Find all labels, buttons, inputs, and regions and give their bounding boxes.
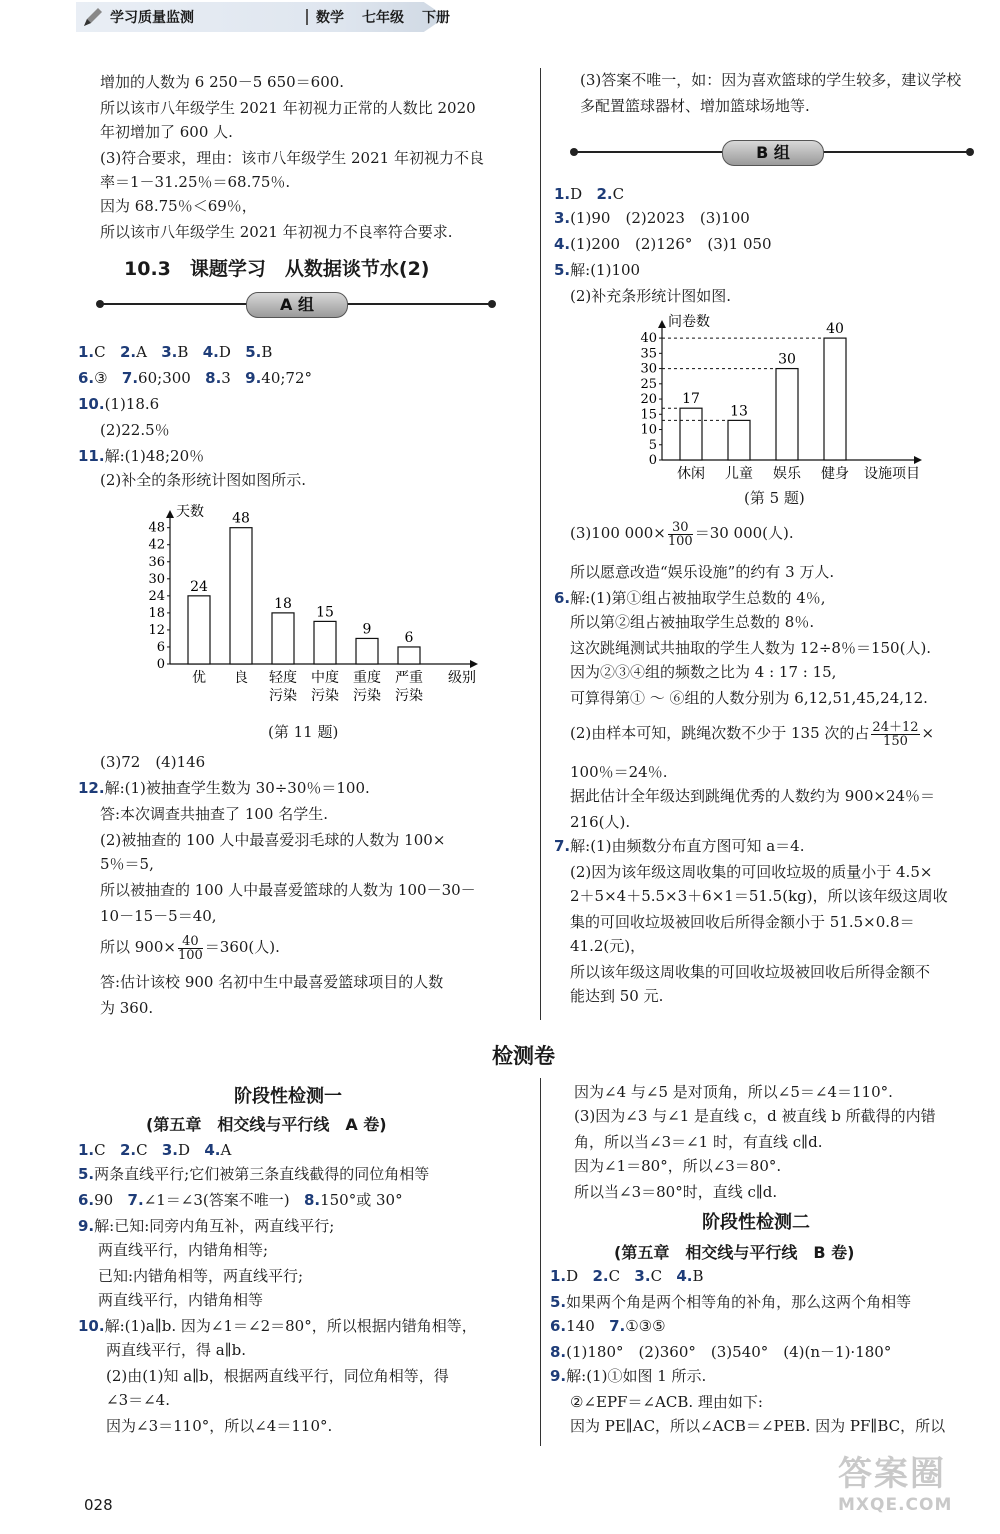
text-line: (2)因为该年级这周收集的可回收垃圾的质量小于 4.5×: [570, 863, 933, 881]
numerator: 24＋12: [872, 719, 919, 735]
q-ans: 60;300: [138, 369, 191, 387]
q-ans: A: [136, 343, 147, 361]
q-num: 1.: [78, 343, 95, 361]
q-ans: 140: [566, 1317, 595, 1335]
bar-value-label: 24: [190, 578, 208, 595]
bar: [728, 420, 750, 460]
q-ans: 解:已知:同旁内角互补，两直线平行;: [94, 1217, 335, 1235]
q-ans: C: [650, 1267, 663, 1285]
bar: [314, 621, 336, 664]
text-line: 因为 PE∥AC，所以∠ACB＝∠PEB. 因为 PF∥BC，所以: [570, 1417, 946, 1435]
chart-caption: (第 5 题): [744, 489, 805, 507]
q-ans: (1)18.6: [104, 395, 160, 413]
bar-value-label: 17: [682, 391, 700, 408]
y-tick-label: 30: [640, 361, 657, 377]
text-line: 角，所以当∠3＝∠1 时，有直线 c∥d.: [574, 1133, 823, 1151]
watermark-bottom: MXQE.COM: [838, 1495, 953, 1515]
x-axis-arrow: [914, 456, 922, 464]
header-subject: 数学: [316, 10, 344, 26]
q-num: 1.: [554, 185, 571, 203]
q-num: 8.: [550, 1343, 567, 1361]
bar: [272, 613, 294, 664]
group-a-label: A 组: [246, 292, 348, 318]
exam-title: 检测卷: [492, 1044, 555, 1068]
text-line: (2)由(1)知 a∥b，根据两直线平行，同位角相等，得: [106, 1367, 449, 1385]
q-num: 2.: [592, 1267, 609, 1285]
y-tick-label: 12: [148, 622, 165, 638]
q-num: 7.: [121, 369, 139, 387]
q-ans: 40;72°: [261, 369, 313, 387]
category-label-line2: 污染: [311, 688, 339, 704]
text-line: 这次跳绳测试共抽取的学生人数为 12÷8％＝150(人).: [570, 639, 932, 657]
text-line: 因为∠1＝80°，所以∠3＝80°.: [574, 1157, 782, 1175]
text-line: 2＋5×4＋5.5×3＋6×1＝51.5(kg)，所以该年级这周收: [570, 887, 948, 905]
column-divider: [540, 68, 541, 1020]
header-volume: 下册: [422, 10, 450, 26]
text-line: (3)因为∠3 与∠1 是直线 c，d 被直线 b 所截得的内错: [574, 1107, 936, 1125]
y-tick-label: 35: [640, 346, 657, 362]
group-b-bar: [570, 140, 974, 164]
header-series: 学习质量监测: [110, 10, 194, 26]
answer-line: [78, 342, 272, 362]
text-line: 因为∠4 与∠5 是对顶角，所以∠5＝∠4＝110°.: [574, 1083, 893, 1101]
q-num: 7.: [554, 837, 571, 855]
answer-line: [550, 1342, 891, 1362]
bar-value-label: 6: [404, 629, 414, 646]
q-ans: 3: [221, 369, 231, 387]
q-ans: B: [692, 1267, 704, 1285]
y-tick-label: 25: [640, 376, 657, 392]
q-ans: 两条直线平行;它们被第三条直线截得的同位角相等: [94, 1165, 430, 1183]
text-line: 因为 68.75％＜69％，: [100, 197, 257, 215]
answer-line: [78, 1190, 403, 1210]
q-ans: D: [570, 185, 583, 203]
bar-dot: [488, 300, 496, 308]
text-line: 两直线平行，得 a∥b.: [106, 1341, 247, 1359]
y-axis-label: 问卷数: [668, 314, 710, 330]
text-line: 所以第②组占被抽取学生总数的 8％.: [570, 613, 815, 631]
page-number: 028: [84, 1496, 113, 1514]
chart-caption: (第 11 题): [268, 723, 339, 741]
q-ans: ∠1＝∠3(答案不唯一): [143, 1191, 290, 1209]
category-label-line2: 污染: [395, 688, 423, 704]
bar-value-label: 30: [778, 351, 796, 368]
q-num: 10.: [78, 1317, 105, 1335]
bar: [188, 596, 210, 664]
q-num: 5.: [245, 343, 262, 361]
text-line: 率＝1－31.25％＝68.75％.: [100, 173, 291, 191]
category-label: 儿童: [725, 466, 753, 482]
q-ans: 解:(1)①如图 1 所示.: [566, 1367, 707, 1385]
y-axis-arrow: [658, 320, 666, 328]
bar: [824, 338, 846, 460]
q-ans: 如果两个角是两个相等角的补角，那么这两个角相等: [566, 1293, 912, 1311]
answer-line: [78, 1216, 334, 1236]
category-label: 严重: [395, 670, 423, 686]
text-span: ×: [921, 724, 935, 742]
q-num: 6.: [78, 369, 95, 387]
q-ans: C: [136, 1141, 148, 1159]
bar: [398, 647, 420, 664]
q-num: 3.: [161, 1141, 179, 1159]
category-label: 娱乐: [773, 466, 801, 482]
fraction-line: [100, 932, 280, 962]
text-line: 所以该市八年级学生 2021 年初视力不良率符合要求.: [100, 223, 453, 241]
text-span: ＝30 000(人).: [694, 524, 794, 542]
answer-line: [554, 588, 826, 608]
answer-line: [554, 184, 624, 204]
y-tick-label: 20: [640, 392, 657, 408]
text-line: 多配置篮球器材、增加篮球场地等.: [580, 97, 810, 115]
y-tick-label: 18: [148, 605, 165, 621]
q-ans: 解:(1)由频数分布直方图可知 a＝4.: [570, 837, 805, 855]
bar-value-label: 15: [316, 604, 334, 621]
bar-value-label: 13: [730, 403, 748, 420]
test1-subtitle: (第五章 相交线与平行线 A 卷): [146, 1115, 387, 1134]
y-tick-label: 30: [148, 571, 165, 587]
x-axis-label: 级别: [448, 670, 476, 686]
q-num: 1.: [78, 1141, 95, 1159]
category-label: 轻度: [269, 670, 297, 686]
q-num: 5.: [78, 1165, 95, 1183]
bar-dot: [966, 148, 974, 156]
text-line: 答:本次调查共抽查了 100 名学生.: [100, 805, 328, 823]
category-label-line2: 污染: [269, 688, 297, 704]
category-label-line2: 污染: [353, 688, 381, 704]
q-ans: (1)180° (2)360° (3)540° (4)(n－1)·180°: [566, 1343, 892, 1361]
fraction: [871, 721, 919, 748]
text-line: 所以该市八年级学生 2021 年初视力正常的人数比 2020: [100, 99, 476, 117]
answer-line: [78, 1140, 231, 1160]
bar-chart-q11: [140, 500, 480, 710]
column-divider-lower: [540, 1078, 541, 1446]
category-label: 健身: [821, 466, 849, 482]
y-tick-label: 24: [148, 588, 165, 604]
q-ans: 解:(1)被抽查学生数为 30÷30％＝100.: [104, 779, 370, 797]
bar: [680, 408, 702, 460]
page-header: [76, 2, 464, 32]
q-num: 5.: [550, 1293, 567, 1311]
text-line: 所以当∠3＝80°时，直线 c∥d.: [574, 1183, 778, 1201]
denominator: 150: [883, 733, 908, 749]
q-num: 4.: [554, 235, 571, 253]
q-ans: ①③⑤: [625, 1317, 666, 1335]
bar: [356, 638, 378, 664]
q-num: 8.: [303, 1191, 321, 1209]
answer-line: [78, 368, 312, 388]
q-ans: D: [218, 343, 231, 361]
q-ans: D: [566, 1267, 579, 1285]
y-tick-label: 36: [148, 554, 165, 570]
text-line: 100％＝24％.: [570, 763, 668, 781]
answer-line: [78, 1316, 477, 1336]
answer-line: [554, 260, 640, 280]
bar-value-label: 9: [362, 621, 372, 638]
q-ans: A: [220, 1141, 232, 1159]
bar: [230, 528, 252, 664]
q-num: 2.: [119, 1141, 137, 1159]
text-line: 所以该年级这周收集的可回收垃圾被回收后所得金额不: [570, 963, 931, 981]
q-ans: C: [608, 1267, 621, 1285]
header-separator: [306, 9, 308, 25]
text-line: (2)22.5％: [100, 421, 170, 439]
bar-value-label: 18: [274, 595, 292, 612]
bar-chart-q5: [630, 306, 930, 488]
group-b-label: B 组: [722, 140, 824, 166]
test1-title: 阶段性检测一: [234, 1086, 342, 1107]
q-num: 9.: [78, 1217, 95, 1235]
section-title: 10.3 课题学习 从数据谈节水(2): [124, 258, 430, 280]
text-line: 所以愿意改造“娱乐设施”的约有 3 万人.: [570, 563, 835, 581]
text-line: 10－15－5＝40,: [100, 907, 217, 925]
bar-value-label: 48: [232, 510, 250, 527]
answer-line: [550, 1316, 666, 1336]
q-num: 4.: [202, 343, 219, 361]
fraction: [668, 521, 693, 548]
answer-line: [78, 778, 370, 798]
text-line: (2)补充条形统计图如图.: [570, 287, 732, 305]
text-line: 年初增加了 600 人.: [100, 123, 233, 141]
q-num: 8.: [205, 369, 222, 387]
q-ans: 150°或 30°: [320, 1191, 403, 1209]
text-line: (3)答案不唯一，如：因为喜欢篮球的学生较多，建议学校: [580, 71, 962, 89]
fraction-line: [570, 518, 794, 548]
text-span: (2)由样本可知，跳绳次数不少于 135 次的占: [570, 724, 870, 742]
q-num: 10.: [78, 395, 105, 413]
q-ans: (1)200 (2)126° (3)1 050: [570, 235, 772, 253]
category-label: 中度: [311, 670, 339, 686]
q-ans: ③: [94, 369, 108, 387]
numerator: 40: [178, 935, 203, 949]
text-span: ＝360(人).: [204, 938, 280, 956]
y-tick-label: 6: [156, 639, 165, 655]
text-line: ②∠EPF＝∠ACB. 理由如下:: [570, 1393, 763, 1411]
test2-subtitle: (第五章 相交线与平行线 B 卷): [614, 1243, 855, 1262]
q-ans: B: [177, 343, 189, 361]
q-ans: C: [94, 1141, 106, 1159]
header-grade: 七年级: [362, 10, 404, 26]
q-num: 9.: [245, 369, 262, 387]
bar: [776, 369, 798, 460]
watermark-top: 答案圈: [838, 1454, 946, 1494]
fraction-line: [570, 718, 934, 748]
q-num: 12.: [78, 779, 105, 797]
q-num: 4.: [676, 1267, 693, 1285]
q-num: 6.: [550, 1317, 567, 1335]
text-line: 因为∠3＝110°，所以∠4＝110°.: [106, 1417, 333, 1435]
answer-line: [554, 234, 772, 254]
q-num: 3.: [554, 209, 571, 227]
text-line: 集的可回收垃圾被回收后所得金额小于 51.5×0.8＝: [570, 913, 915, 931]
q-ans: 解:(1)第①组占被抽取学生总数的 4％,: [570, 589, 826, 607]
y-tick-label: 42: [148, 537, 165, 553]
text-line: 216(人).: [570, 813, 631, 831]
category-label: 良: [234, 670, 248, 686]
category-label: 休闲: [677, 466, 705, 482]
q-num: 1.: [550, 1267, 567, 1285]
q-num: 2.: [596, 185, 613, 203]
q-num: 9.: [550, 1367, 567, 1385]
text-line: 两直线平行，内错角相等;: [98, 1241, 269, 1259]
q-num: 2.: [119, 343, 137, 361]
q-num: 11.: [78, 447, 105, 465]
q-ans: 解:(1)100: [570, 261, 641, 279]
answer-line: [78, 1164, 429, 1184]
y-tick-label: 5: [648, 437, 657, 453]
answer-line: [550, 1366, 706, 1386]
x-axis-arrow: [470, 660, 478, 668]
q-ans: 90: [94, 1191, 114, 1209]
q-ans: C: [612, 185, 625, 203]
text-line: ∠3＝∠4.: [106, 1391, 170, 1409]
y-tick-label: 0: [648, 453, 657, 468]
text-line: 因为②③④组的频数之比为 4 : 17 : 15,: [570, 663, 837, 681]
answer-line: [554, 836, 804, 856]
text-line: 可算得第① ～ ⑥组的人数分别为 6,12,51,45,24,12.: [570, 689, 928, 707]
text-line: 已知:内错角相等，两直线平行;: [98, 1267, 304, 1285]
text-line: 两直线平行，内错角相等: [98, 1291, 264, 1309]
q-num: 7.: [609, 1317, 626, 1335]
y-tick-label: 0: [156, 657, 165, 672]
answer-line: [78, 446, 204, 466]
group-a-bar: [96, 292, 496, 316]
text-line: 所以被抽查的 100 人中最喜爱篮球的人数为 100－30－: [100, 881, 476, 899]
fraction: [178, 935, 203, 962]
text-line: (3)72 (4)146: [100, 753, 206, 771]
denominator: 100: [177, 947, 203, 963]
denominator: 100: [667, 533, 693, 549]
q-ans: 解:(1)a∥b. 因为∠1＝∠2＝80°，所以根据内错角相等，: [104, 1317, 477, 1335]
text-line: 答:估计该校 900 名初中生中最喜爱篮球项目的人数: [100, 973, 444, 991]
y-axis-arrow: [166, 510, 174, 518]
q-ans: 解:(1)48;20％: [104, 447, 205, 465]
answer-line: [554, 208, 750, 228]
y-axis-label: 天数: [176, 504, 204, 520]
text-line: 据此估计全年级达到跳绳优秀的人数约为 900×24％＝: [570, 787, 936, 805]
q-ans: C: [94, 343, 106, 361]
numerator: 30: [668, 521, 693, 535]
q-num: 3.: [634, 1267, 651, 1285]
text-line: 41.2(元)，: [570, 937, 646, 955]
answer-line: [550, 1266, 704, 1286]
y-tick-label: 10: [640, 422, 657, 438]
q-num: 6.: [554, 589, 571, 607]
text-line: 增加的人数为 6 250－5 650＝600.: [100, 73, 345, 91]
q-num: 3.: [161, 343, 178, 361]
q-num: 7.: [127, 1191, 144, 1209]
bar-value-label: 40: [826, 321, 844, 338]
category-label: 优: [192, 670, 206, 686]
answer-line: [550, 1292, 911, 1312]
q-ans: B: [261, 343, 273, 361]
category-label: 重度: [353, 670, 381, 686]
q-ans: D: [178, 1141, 191, 1159]
q-num: 4.: [204, 1141, 221, 1159]
q-num: 5.: [554, 261, 571, 279]
text-line: 5％＝5,: [100, 855, 154, 873]
text-span: (3)100 000×: [570, 524, 666, 542]
q-num: 6.: [78, 1191, 95, 1209]
text-line: 能达到 50 元.: [570, 987, 664, 1005]
text-line: 为 360.: [100, 999, 154, 1017]
answer-line: [78, 394, 159, 414]
watermark-logo: [838, 1446, 952, 1515]
text-line: (2)补全的条形统计图如图所示.: [100, 471, 307, 489]
q-ans: (1)90 (2)2023 (3)100: [570, 209, 750, 227]
test2-title: 阶段性检测二: [702, 1212, 810, 1233]
pencil-icon: [82, 6, 104, 28]
text-line: (3)符合要求，理由：该市八年级学生 2021 年初视力不良: [100, 149, 484, 167]
text-line: (2)被抽查的 100 人中最喜爱羽毛球的人数为 100×: [100, 831, 446, 849]
text-span: 所以 900×: [100, 938, 176, 956]
y-tick-label: 40: [640, 331, 657, 347]
y-tick-label: 48: [148, 520, 165, 536]
y-tick-label: 15: [640, 407, 657, 423]
x-axis-label: 设施项目: [864, 466, 920, 482]
